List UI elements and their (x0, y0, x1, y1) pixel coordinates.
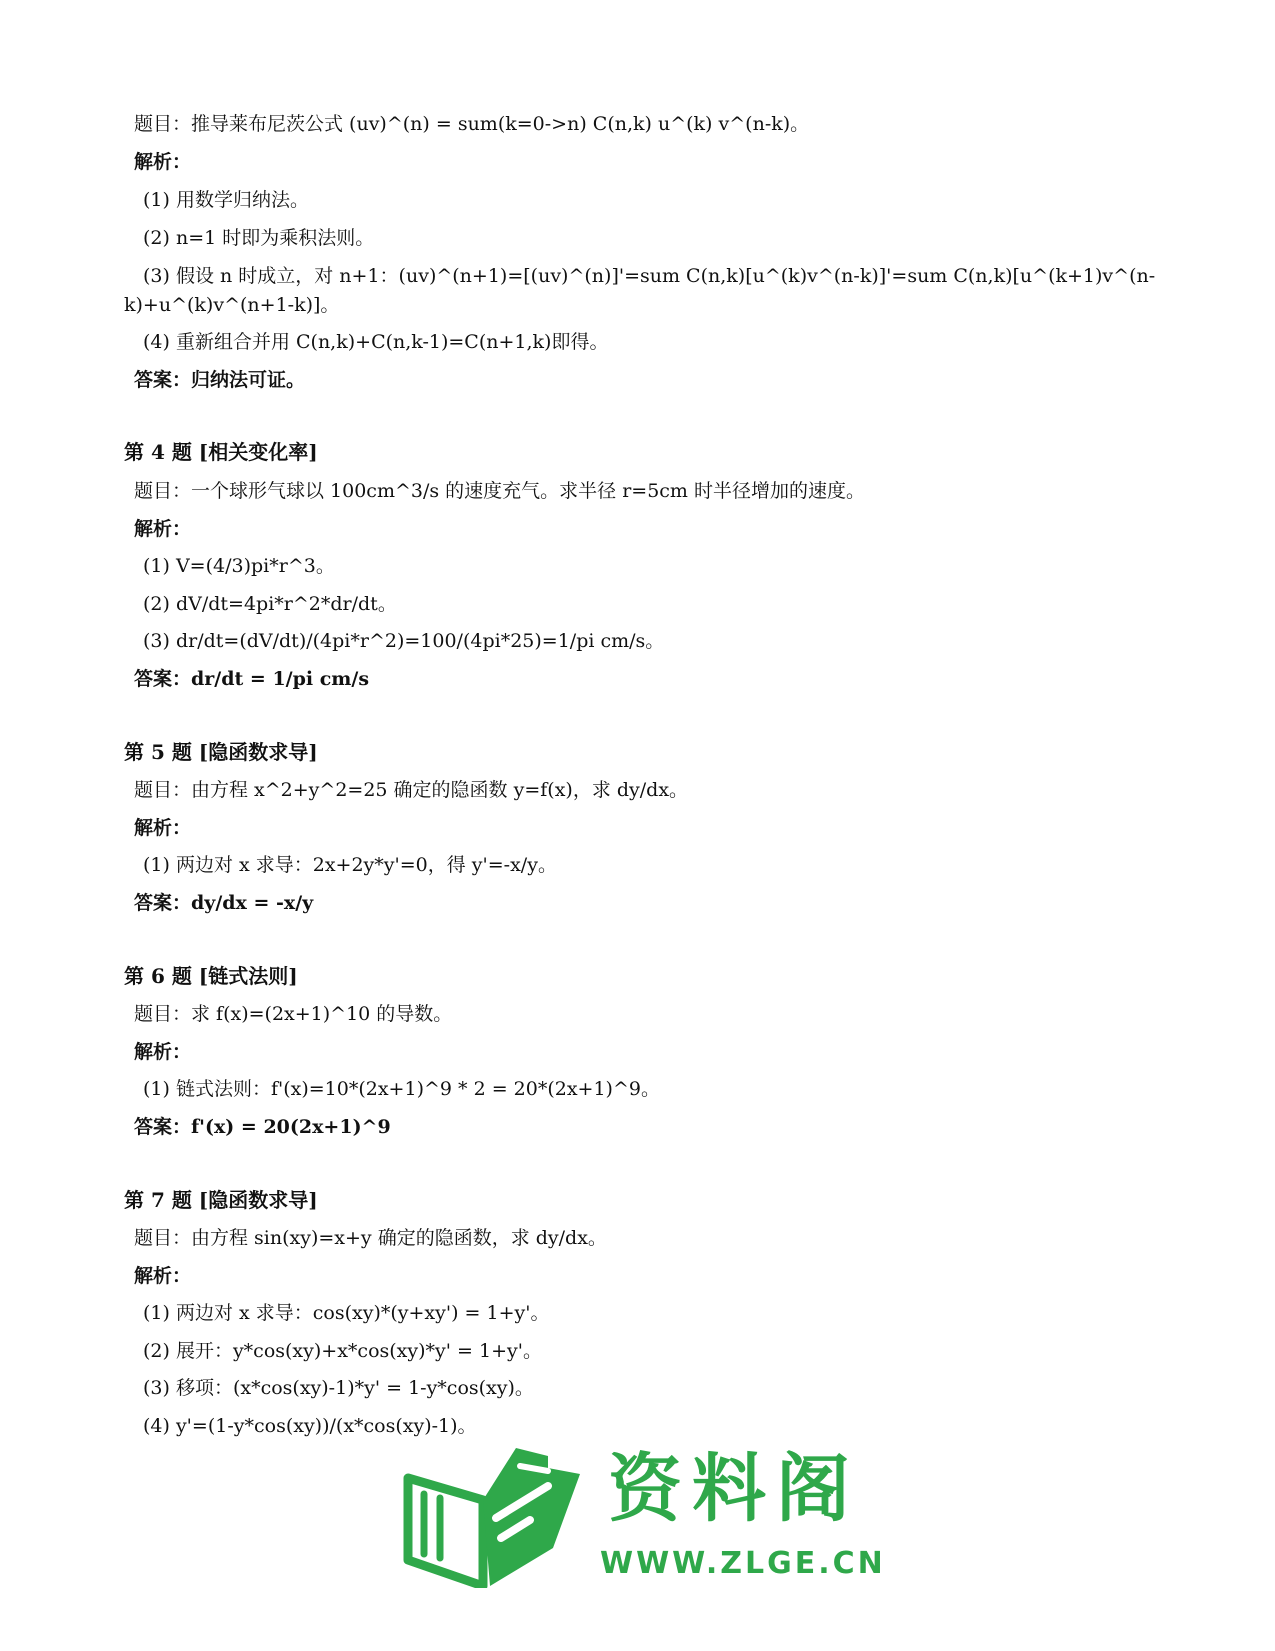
watermark-title: 资料阁 (608, 1446, 860, 1532)
analysis-label: 解析： (134, 817, 192, 839)
analysis-step: (4) y'=(1-y*cos(xy))/(x*cos(xy)-1)。 (143, 1415, 477, 1437)
analysis-label: 解析： (134, 151, 192, 173)
question-text: 题目：一个球形气球以 100cm^3/s 的速度充气。求半径 r=5cm 时半径增加的速度。 (134, 480, 865, 502)
answer-text: 答案：dr/dt = 1/pi cm/s (134, 668, 370, 690)
answer-text: 答案：f'(x) = 20(2x+1)^9 (134, 1116, 391, 1138)
watermark-logo (398, 1438, 886, 1616)
analysis-step: (1) V=(4/3)pi*r^3。 (143, 555, 335, 577)
answer-text: 答案：归纳法可证。 (134, 369, 306, 391)
analysis-step: (1) 链式法则：f'(x)=10*(2x+1)^9 * 2 = 20*(2x+1)^9。 (143, 1078, 660, 1100)
answer-text: 答案：dy/dx = -x/y (134, 892, 314, 914)
analysis-step: (4) 重新组合并用 C(n,k)+C(n,k-1)=C(n+1,k)即得。 (143, 331, 609, 353)
analysis-step: (3) 假设 n 时成立，对 n+1：(uv)^(n+1)=[(uv)^(n)]'=sum C(n,k)[u^(k)v^(n-k)]'=sum C(n,k)[u^(k+1)v^(n- (143, 265, 1156, 287)
analysis-step: (3) dr/dt=(dV/dt)/(4pi*r^2)=100/(4pi*25)=1/pi cm/s。 (143, 630, 665, 652)
problem-heading: 第 4 题 [相关变化率] (124, 440, 318, 464)
question-text: 题目：由方程 sin(xy)=x+y 确定的隐函数，求 dy/dx。 (134, 1227, 607, 1249)
question-text: 题目：求 f(x)=(2x+1)^10 的导数。 (134, 1003, 453, 1025)
problem-heading: 第 5 题 [隐函数求导] (124, 740, 318, 764)
analysis-step: (1) 两边对 x 求导：cos(xy)*(y+xy') = 1+y'。 (143, 1302, 550, 1324)
watermark-url: WWW.ZLGE.CN (600, 1546, 886, 1581)
analysis-step: (1) 两边对 x 求导：2x+2y*y'=0，得 y'=-x/y。 (143, 854, 557, 876)
analysis-label: 解析： (134, 1265, 192, 1287)
analysis-step: (1) 用数学归纳法。 (143, 189, 309, 211)
analysis-step: (2) 展开：y*cos(xy)+x*cos(xy)*y' = 1+y'。 (143, 1340, 542, 1362)
open-book-icon (398, 1438, 588, 1588)
analysis-label: 解析： (134, 518, 192, 540)
analysis-step-continued: k)+u^(k)v^(n+1-k)]。 (124, 294, 340, 316)
analysis-step: (3) 移项：(x*cos(xy)-1)*y' = 1-y*cos(xy)。 (143, 1377, 534, 1399)
problem-heading: 第 6 题 [链式法则] (124, 964, 298, 988)
question-text: 题目：推导莱布尼茨公式 (uv)^(n) = sum(k=0->n) C(n,k) u^(k) v^(n-k)。 (134, 113, 810, 135)
analysis-step: (2) dV/dt=4pi*r^2*dr/dt。 (143, 593, 397, 615)
problem-heading: 第 7 题 [隐函数求导] (124, 1188, 318, 1212)
analysis-label: 解析： (134, 1041, 192, 1063)
analysis-step: (2) n=1 时即为乘积法则。 (143, 227, 375, 249)
question-text: 题目：由方程 x^2+y^2=25 确定的隐函数 y=f(x)，求 dy/dx。 (134, 779, 689, 801)
